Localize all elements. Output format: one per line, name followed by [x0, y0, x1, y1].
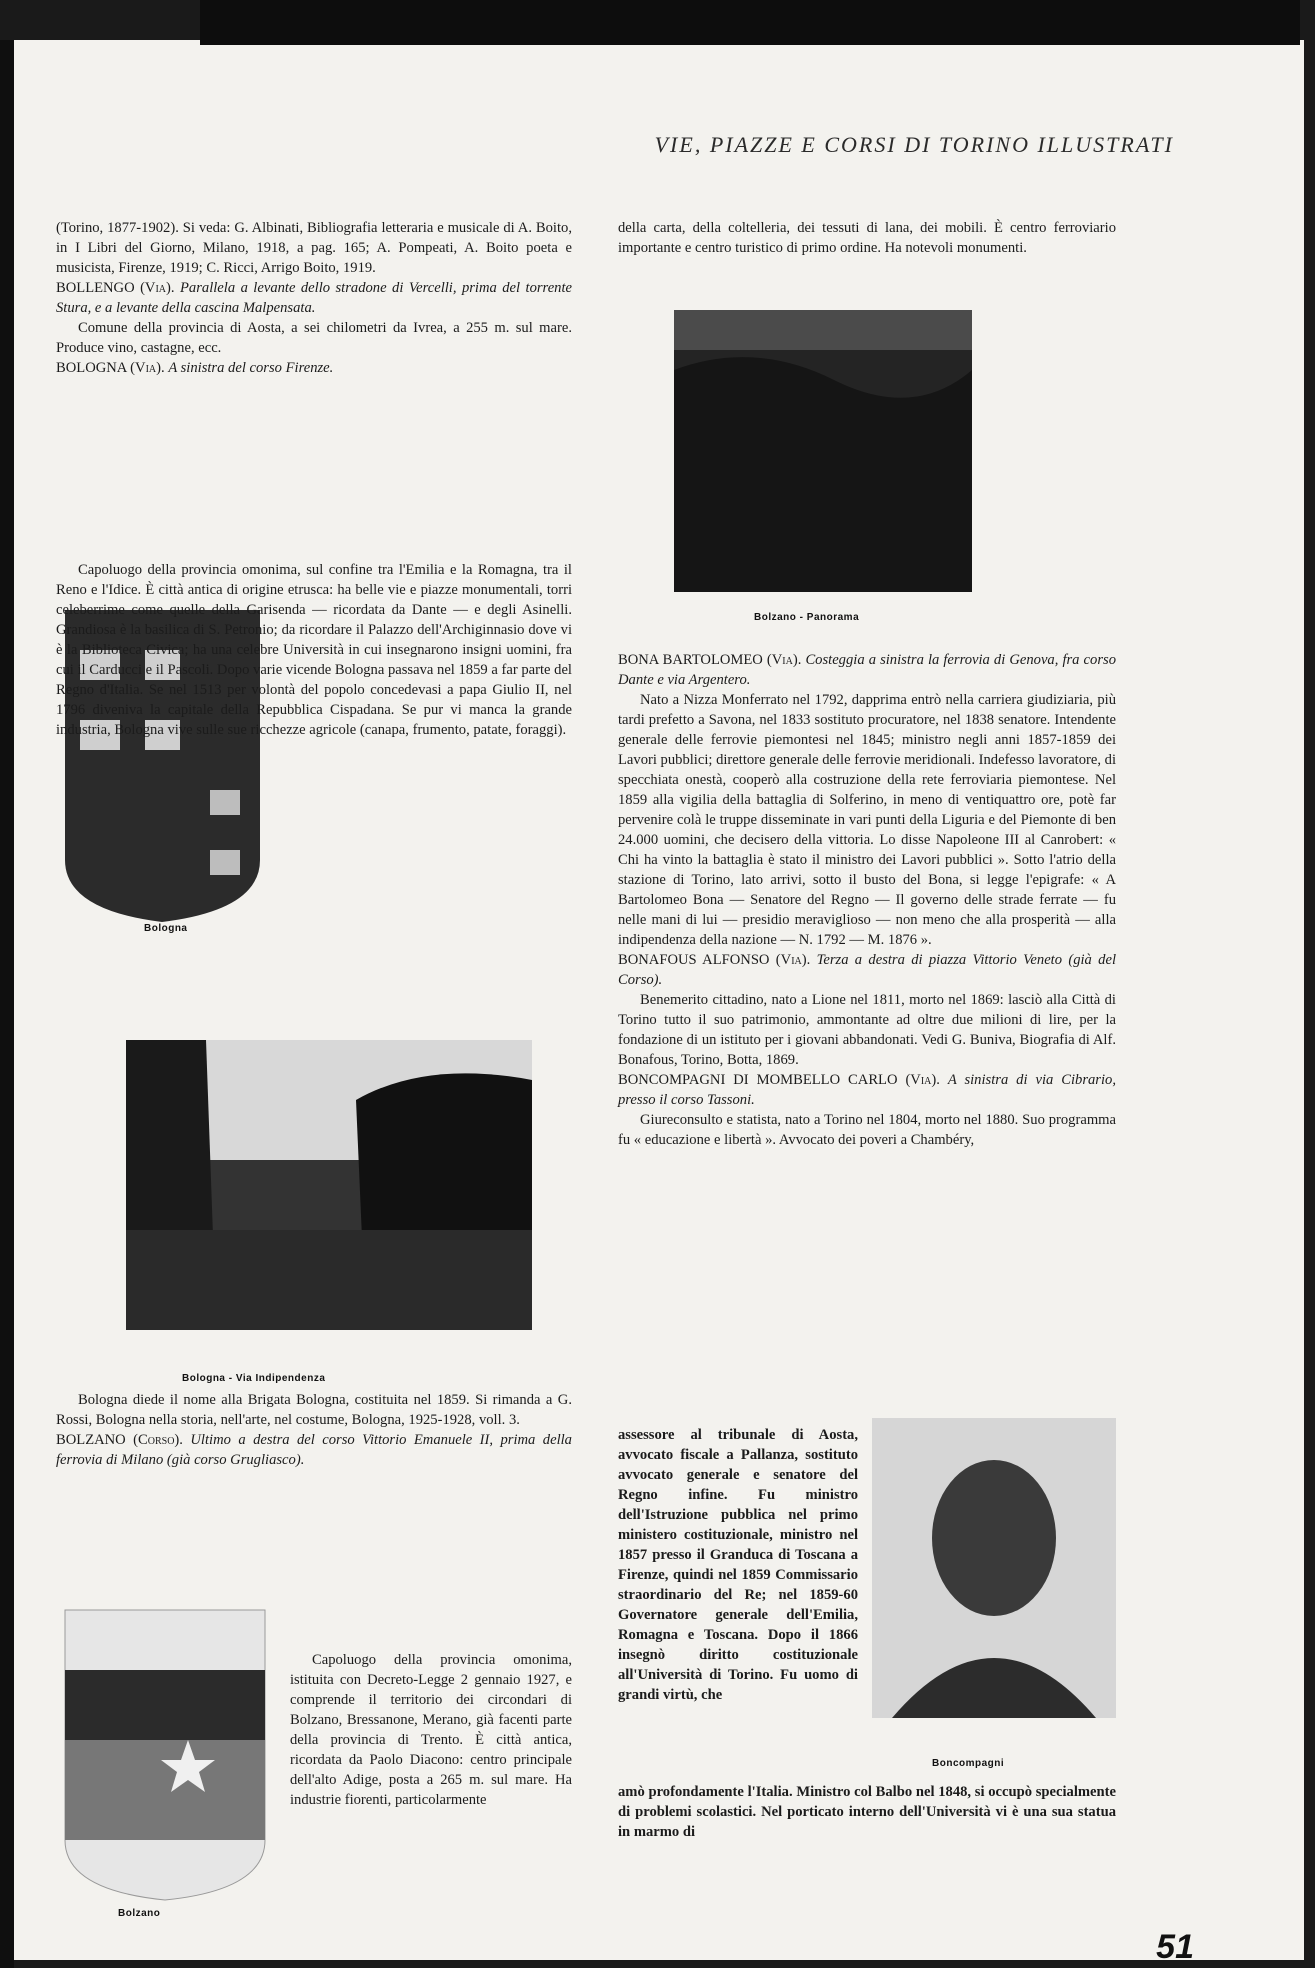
- boncompagni-entry: [618, 1070, 1116, 1110]
- bonafous-location: Terza a destra di piazza Vittorio Veneto (già del Corso).: [618, 952, 1116, 988]
- running-head: VIE, PIAZZE E CORSI DI TORINO ILLUSTRATI: [654, 132, 1174, 157]
- bologna-body: Capoluogo della provincia omonima, sul confine tra l'Emilia e la Romagna, tra il Reno e l'Idice. È città antica di origine etrusca: ha belle vie e piazze monumentali, torri celeberrime come quelle della Garisenda — ricordata da Dante — e degli Asinelli. Grandiosa è la basilica di S. Petronio; da ricordare il Palazzo dell'Archiginnasio dove vi è la Biblioteca Civica; ha una celebre Università in cui insegnarono insigni uomini, fra cui il Carducci e il Pascoli. Dopo varie vicende Bologna passava nel 1859 a far parte del Regno d'Italia. Se nel 1513 per volontà del popolo concedevasi a papa Giulio II, nel 1796 diveniva la capitale della Repubblica Cispadana. Se pur vi manca la grande industria, Bologna vive sulle sue ricchezze agricole (canapa, frumento, patate, foraggi).: [56, 562, 572, 738]
- crest-cross-patch: [210, 790, 240, 815]
- page-number: 51: [1156, 1928, 1194, 1960]
- boncompagni-end-wrap: [618, 1782, 1116, 1842]
- bolzano-crest-caption: Bolzano: [118, 1908, 161, 1919]
- bollengo-location: Parallela a levante dello stradone di Vercelli, prima del torrente Stura, e a levante della cascina Malpensata.: [56, 280, 572, 316]
- bologna-text-wrap: [56, 560, 572, 740]
- bona-heading: BONA BARTOLOMEO (Via).: [618, 652, 802, 668]
- bonafous-body: Benemerito cittadino, nato a Lione nel 1811, morto nel 1869: lasciò alla Città di Torino tutto il suo patrimonio, ammontante ad oltre due milioni di lire, per la fondazione di un istituto per i giovani abbandonati. Vedi G. Buniva, Biografia di Alf. Bonafous, Torino, Botta, 1869.: [618, 992, 1116, 1068]
- bonafous-entry: [618, 950, 1116, 990]
- bolzano-entry: [56, 1430, 572, 1470]
- bolzano-text-wrap: [290, 1650, 572, 1810]
- bona-location: Costeggia a sinistra la ferrovia di Genova, fra corso Dante e via Argentero.: [618, 652, 1116, 688]
- crest-cross-patch: [210, 850, 240, 875]
- bologna-street-photo: [126, 1040, 532, 1330]
- bolzano-body: Capoluogo della provincia omonima, istituita con Decreto-Legge 2 gennaio 1927, e comprende il territorio dei circondari di Bolzano, Bressanone, Merano, già facenti parte della provincia di Trento. È città antica, ricordata da Paolo Diacono: centro principale dell'alto Adige, posta a 265 m. sul mare. Ha industrie fiorenti, particolarmente: [290, 1652, 572, 1808]
- left-column-top: [56, 218, 572, 378]
- bolzano-location: Ultimo a destra del corso Vittorio Emanuele II, prima della ferrovia di Milano (già corso Grugliasco).: [56, 1432, 572, 1468]
- bologna-entry: [56, 358, 572, 378]
- bona-wrap: [618, 650, 1116, 1150]
- boncompagni-body-middle: assessore al tribunale di Aosta, avvocato fiscale a Pallanza, sostituto avvocato generale e senatore del Regno infine. Fu ministro dell'Istruzione pubblica nel primo ministero costituzionale, ministro nel 1857 presso il Granduca di Toscana a Firenze, quindi nel 1859 Commissario straordinario del Re; nel 1859-60 Governatore generale dell'Emilia, Romagna e Toscana. Dopo il 1866 insegnò diritto costituzionale all'Università di Torino. Fu uomo di grandi virtù, che: [618, 1427, 858, 1703]
- bollengo-body: Comune della provincia di Aosta, a sei chilometri da Ivrea, a 255 m. sul mare. Produce vino, castagne, ecc.: [56, 320, 572, 356]
- book-page: [14, 40, 1304, 1960]
- bolzano-heading: BOLZANO (Corso).: [56, 1432, 183, 1448]
- bolzano-crest-image: [60, 1600, 275, 1905]
- boncompagni-location: A sinistra di via Cibrario, presso il corso Tassoni.: [618, 1072, 1116, 1108]
- bollengo-heading: BOLLENGO (Via).: [56, 280, 175, 296]
- scan-top-frame: [200, 0, 1300, 45]
- bonafous-heading: BONAFOUS ALFONSO (Via).: [618, 952, 811, 968]
- boncompagni-heading: BONCOMPAGNI DI MOMBELLO CARLO (Via).: [618, 1072, 940, 1088]
- left-top-text: (Torino, 1877-1902). Si veda: G. Albinati, Bibliografia letteraria e musicale di A. Boito, in I Libri del Giorno, Milano, 1918, a pag. 165; A. Pompeati, A. Boito poeta e musicista, Firenze, 1919; C. Ricci, Arrigo Boito, 1919.: [56, 220, 572, 276]
- bolzano-panorama-caption: Bolzano - Panorama: [754, 612, 860, 623]
- boncompagni-portrait-photo: [872, 1418, 1116, 1718]
- bolzano-panorama-photo: [674, 310, 972, 592]
- bologna-heading: BOLOGNA (Via).: [56, 360, 165, 376]
- bologna-brigata-text: Bologna diede il nome alla Brigata Bologna, costituita nel 1859. Si rimanda a G. Rossi, Bologna nella storia, nell'arte, nel costume, Bologna, 1925-1928, voll. 3.: [56, 1392, 572, 1428]
- boncompagni-body-start: Giureconsulto e statista, nato a Torino nel 1804, morto nel 1880. Suo programma fu « educazione e libertà ». Avvocato dei poveri a Chambéry,: [618, 1112, 1116, 1148]
- bologna-photo-caption: Bologna - Via Indipendenza: [182, 1373, 326, 1384]
- right-top-text: della carta, della coltelleria, dei tessuti di lana, dei mobili. È centro ferroviario importante e centro turistico di primo ordine. Ha notevoli monumenti.: [618, 220, 1116, 256]
- scan-left-edge: [0, 40, 14, 1968]
- boncompagni-wrap: [618, 1425, 858, 1705]
- bona-body: Nato a Nizza Monferrato nel 1792, dapprima entrò nella carriera giudiziaria, più tardi prefetto a Savona, nel 1833 sostituto procuratore, nel 1838 senatore. Intendente generale delle ferrovie piemontesi nel 1845; ministro negli anni 1857-1859 dei Lavori pubblici; direttore generale delle ferrovie meridionali. Indefesso lavoratore, di specchiata onestà, cooperò alla costruzione della rete ferroviaria piemontese. Nel 1859 alla vigilia della battaglia di Solferino, in meno di ventiquattro ore, potè far pervenire colà le truppe disseminate in vari punti della Liguria e del Piemonte di ben 24.000 uomini, che decisero della vittoria. Lo disse Napoleone III al Canrobert: « Chi ha vinto la battaglia è stato il ministro dei Lavori pubblici ». Sotto l'atrio della stazione di Torino, lato arrivi, sotto il busto del Bona, si legge l'epigrafe: « A Bartolomeo Bona — Senatore del Regno — Il governo delle strade ferrate — fu nelle mani di lui — presidio meraviglioso — non meno che alla prosperità — alla indipendenza della nazione — N. 1792 — M. 1876 ».: [618, 692, 1117, 948]
- bologna-brigata-wrap: [56, 1390, 572, 1470]
- bollengo-entry: [56, 278, 572, 318]
- right-column-top: [618, 218, 1116, 258]
- bologna-location: A sinistra del corso Firenze.: [168, 360, 334, 376]
- bona-entry: [618, 650, 1116, 690]
- bologna-crest-caption: Bologna: [144, 923, 188, 934]
- boncompagni-body-end: amò profondamente l'Italia. Ministro col Balbo nel 1848, si occupò specialmente di problemi scolastici. Nel porticato interno dell'Università vi è una sua statua in marmo di: [618, 1784, 1116, 1840]
- boncompagni-portrait-caption: Boncompagni: [932, 1758, 1005, 1769]
